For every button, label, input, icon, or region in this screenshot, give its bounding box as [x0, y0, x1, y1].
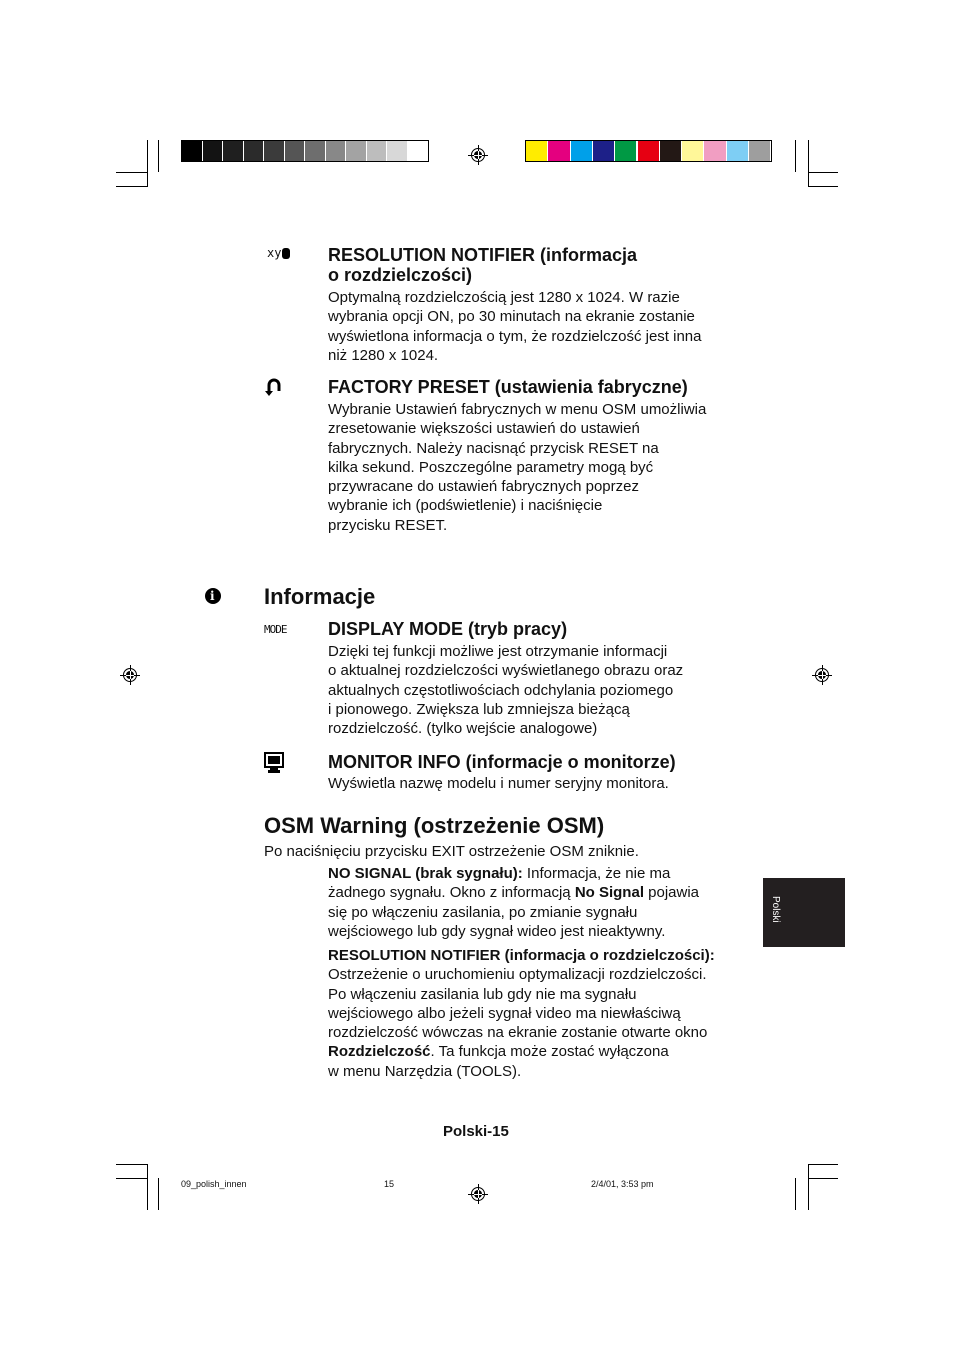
color-swatch	[526, 141, 547, 161]
color-swatch	[387, 141, 407, 161]
color-swatch	[615, 141, 636, 161]
grayscale-bar	[181, 140, 429, 162]
registration-mark-left	[120, 665, 140, 685]
color-swatch	[264, 141, 284, 161]
color-swatch	[346, 141, 366, 161]
resolution-warning-text-2: . Ta funkcja może zostać wyłączona w menu Narzędzia (TOOLS).	[328, 1043, 669, 1080]
crop-mark	[795, 1178, 796, 1210]
color-swatch	[408, 141, 428, 161]
crop-mark	[808, 140, 809, 187]
color-swatch	[571, 141, 592, 161]
crop-mark	[158, 140, 159, 172]
no-signal-label: NO SIGNAL (brak sygnału):	[328, 865, 523, 882]
color-swatch	[203, 141, 223, 161]
language-tab-label: Polski	[770, 896, 781, 923]
color-swatch	[682, 141, 703, 161]
color-swatch	[749, 141, 770, 161]
color-swatch	[285, 141, 305, 161]
registration-mark-right	[812, 665, 832, 685]
mode-icon: MODE	[264, 623, 287, 636]
no-signal-text-1: Informacja, że nie ma żadnego sygnału. Okno z informacją	[328, 865, 671, 902]
crop-mark	[116, 186, 147, 187]
footer-date: 2/4/01, 3:53 pm	[591, 1179, 654, 1189]
factory-preset-body: Wybranie Ustawień fabrycznych w menu OSM umożliwia zresetowanie większości ustawień do ustawień fabrycznych. Należy nacisnąć przycisk RESET na kilka sekund. Poszczególne parametry mogą być przywracane do ustawień fabrycznych poprzez wybranie ich (podświetlenie) i naciśnięcie przycisku RESET.	[328, 401, 707, 534]
crop-mark	[809, 1178, 838, 1179]
resolution-notifier-title: RESOLUTION NOTIFIER (informacja o rozdzielczości)	[328, 245, 638, 285]
monitor-info-title: MONITOR INFO (informacje o monitorze)	[328, 752, 676, 772]
color-swatch	[638, 141, 659, 161]
color-swatch	[727, 141, 748, 161]
color-bar	[525, 140, 772, 162]
resolution-warning-paragraph	[328, 946, 715, 1081]
color-swatch	[660, 141, 681, 161]
registration-mark-bottom	[468, 1184, 488, 1204]
monitor-info-body: Wyświetla nazwę modelu i numer seryjny monitora.	[328, 775, 669, 792]
registration-mark-top	[468, 145, 488, 165]
crop-mark	[147, 1164, 148, 1210]
no-signal-bold: No Signal	[574, 884, 644, 902]
no-signal-paragraph	[328, 864, 699, 941]
resolution-warning-label: RESOLUTION NOTIFIER (informacja o rozdzielczości):	[328, 947, 715, 964]
crop-mark	[158, 1178, 159, 1210]
footer-file: 09_polish_innen	[181, 1179, 247, 1189]
crop-mark	[795, 140, 796, 172]
xy-info-icon	[267, 246, 290, 260]
footer-page: 15	[384, 1179, 395, 1189]
crop-mark	[116, 1178, 147, 1179]
crop-mark	[116, 1164, 147, 1165]
language-tab	[763, 878, 845, 947]
color-swatch	[704, 141, 725, 161]
color-swatch	[244, 141, 264, 161]
crop-mark	[808, 1164, 809, 1210]
crop-mark	[116, 172, 147, 173]
factory-preset-title: FACTORY PRESET (ustawienia fabryczne)	[328, 377, 688, 397]
resolution-warning-text-1: Ostrzeżenie o uruchomieniu optymalizacji rozdzielczości. Po włączeniu zasilania lub gdy nie ma sygnału wejściowego albo jeżeli sygnał video ma niewłaściwą rozdzielczość wówczas na ekranie zostanie otwarte okno	[328, 966, 708, 1042]
crop-mark	[809, 1164, 838, 1165]
display-mode-title: DISPLAY MODE (tryb pracy)	[328, 619, 568, 639]
info-icon: i	[205, 588, 221, 604]
crop-mark	[809, 172, 838, 173]
color-swatch	[367, 141, 387, 161]
monitor-info-icon	[264, 752, 284, 779]
color-swatch	[326, 141, 346, 161]
informacje-heading: Informacje	[264, 584, 376, 609]
color-swatch	[593, 141, 614, 161]
no-signal-text-2: pojawia się po włączeniu zasilania, po zmianie sygnału wejściowego lub gdy sygnał wideo jest nieaktywny.	[328, 884, 700, 940]
xy-icon-text: xy	[267, 246, 282, 260]
color-swatch	[548, 141, 569, 161]
color-swatch	[182, 141, 202, 161]
factory-reset-icon	[264, 378, 284, 401]
color-swatch	[305, 141, 325, 161]
resolution-warning-bold: Rozdzielczość	[328, 1043, 431, 1061]
crop-mark	[147, 140, 148, 187]
osm-warning-heading: OSM Warning (ostrzeżenie OSM)	[264, 813, 605, 838]
osm-warning-intro: Po naciśnięciu przycisku EXIT ostrzeżenie OSM zniknie.	[264, 843, 639, 860]
crop-mark	[809, 186, 838, 187]
page-number: Polski-15	[443, 1123, 509, 1140]
resolution-notifier-body: Optymalną rozdzielczością jest 1280 x 1024. W razie wybrania opcji ON, po 30 minutach na ekranie zostanie wyświetlona informacja o tym, że rozdzielczość jest inna niż 1280 x 1024.	[328, 289, 702, 364]
display-mode-body: Dzięki tej funkcji możliwe jest otrzymanie informacji o aktualnej rozdzielczości wyświetlanego obrazu oraz aktualnych częstotliwościach odchylania poziomego i pionowego. Zwiększa lub zmniejsza bieżącą rozdzielczość. (tylko wejście analogowe)	[328, 643, 684, 738]
color-swatch	[223, 141, 243, 161]
